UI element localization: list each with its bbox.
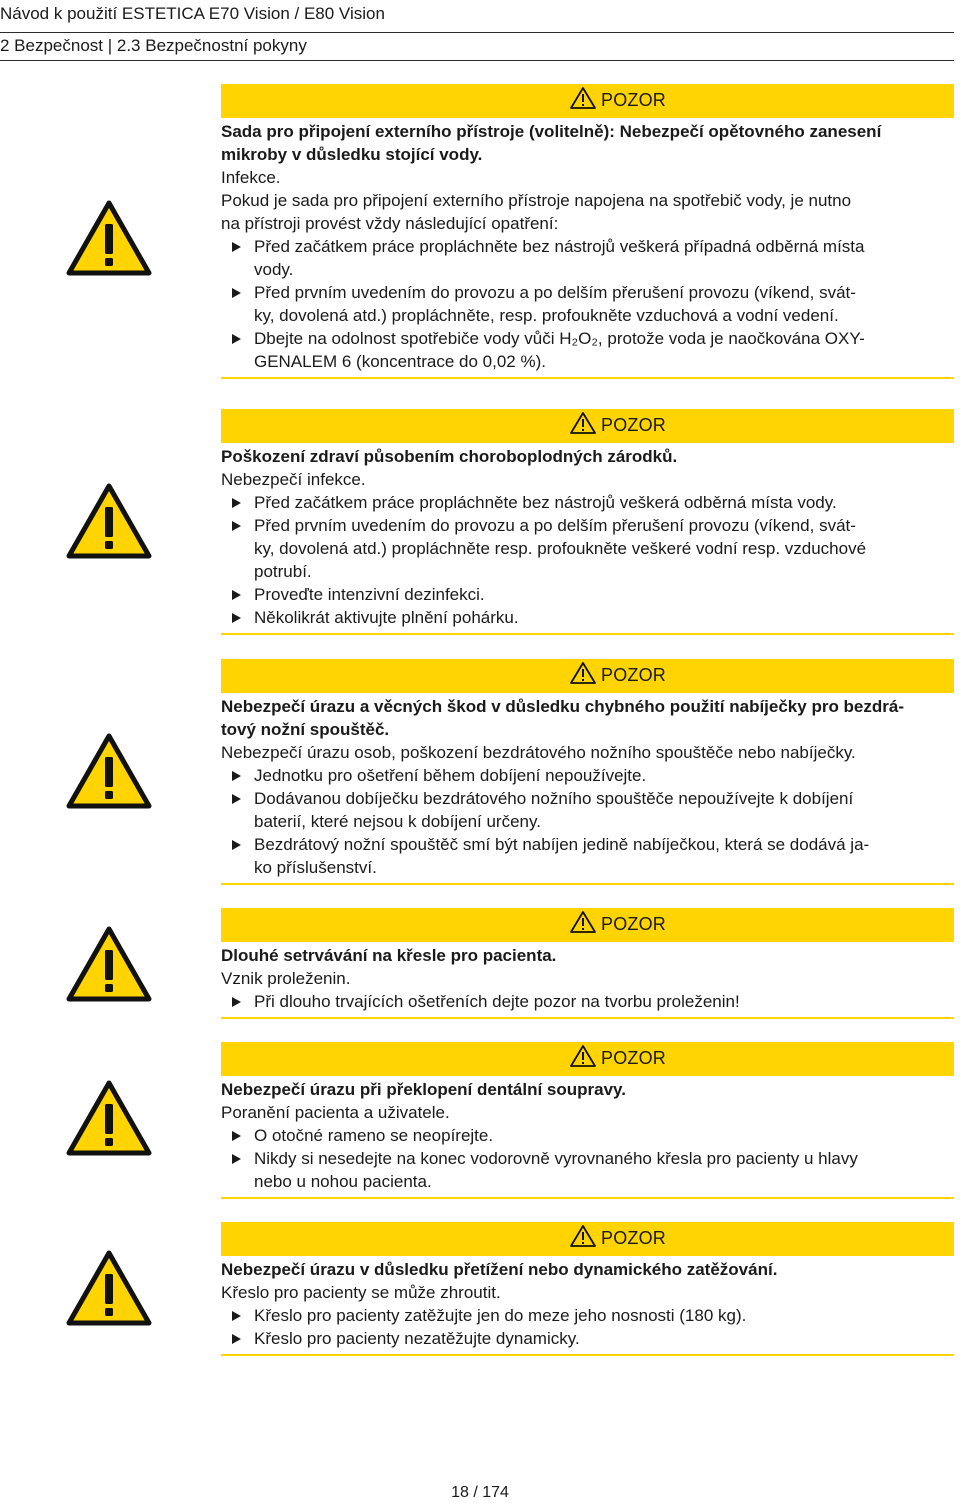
action-item-text: GENALEM 6 (koncentrace do 0,02 %). (254, 352, 546, 371)
warning-bottom-rule (221, 1197, 954, 1199)
warning-consequence: Vznik proleženin. (221, 969, 351, 988)
bullet-triangle-icon (232, 613, 241, 623)
header-rule-bottom (0, 60, 954, 61)
banner-label: POZOR (600, 415, 666, 435)
warning-bottom-rule (221, 1354, 954, 1356)
warning-triangle-icon (66, 200, 152, 276)
action-item (221, 1124, 954, 1147)
warning-title: Dlouhé setrvávání na křesle pro pacienta. (221, 946, 557, 965)
warning-banner (221, 1222, 954, 1256)
action-item-text: ky, dovolená atd.) propláchněte resp. profoukněte veškeré vodní resp. vzduchové (254, 539, 867, 558)
action-item-text: Nikdy si nesedejte na konec vodorovně vyrovnaného křesla pro pacienty u hlavy (254, 1149, 858, 1168)
bullet-triangle-icon (232, 771, 241, 781)
action-item-text: nebo u nohou pacienta. (254, 1172, 432, 1191)
action-item (221, 1327, 954, 1350)
warning-block (221, 1222, 954, 1356)
warning-block (221, 84, 954, 379)
warning-small-icon (569, 661, 601, 690)
bullet-triangle-icon (232, 590, 241, 600)
warning-banner (221, 409, 954, 443)
action-item (221, 990, 954, 1013)
action-item-text: ky, dovolená atd.) propláchněte, resp. profoukněte vzduchová a vodní vedení. (254, 306, 839, 325)
action-item (221, 281, 954, 327)
warning-triangle-icon (66, 1080, 152, 1156)
warning-title: mikroby v důsledku stojící vody. (221, 145, 483, 164)
warning-intro: na přístroji provést vždy následující opatření: (221, 214, 559, 233)
bullet-triangle-icon (232, 521, 241, 531)
bullet-triangle-icon (232, 1311, 241, 1321)
action-item (221, 833, 954, 879)
warning-title: Poškození zdraví působením choroboplodných zárodků. (221, 447, 678, 466)
warning-small-icon (569, 910, 601, 939)
warning-consequence: Poranění pacienta a uživatele. (221, 1103, 450, 1122)
action-item-text: Před začátkem práce propláchněte bez nástrojů veškerá odběrná místa vody. (254, 493, 837, 512)
warning-triangle-icon (66, 926, 152, 1002)
warning-bottom-rule (221, 883, 954, 885)
warning-banner (221, 1042, 954, 1076)
banner-label: POZOR (600, 914, 666, 934)
banner-label: POZOR (600, 90, 666, 110)
action-item-text: ko příslušenství. (254, 858, 377, 877)
action-item (221, 606, 954, 629)
action-item-text: Před začátkem práce propláchněte bez nástrojů veškerá případná odběrná místa (254, 237, 865, 256)
bullet-triangle-icon (232, 794, 241, 804)
warning-triangle-icon (66, 1250, 152, 1326)
action-item (221, 1147, 954, 1193)
bullet-triangle-icon (232, 288, 241, 298)
action-item-text: vody. (254, 260, 294, 279)
action-item (221, 1304, 954, 1327)
warning-triangle-icon (66, 733, 152, 809)
warning-block (221, 1042, 954, 1199)
warning-small-icon (569, 1044, 601, 1073)
action-item-text: Křeslo pro pacienty nezatěžujte dynamicky. (254, 1329, 580, 1348)
banner-label: POZOR (600, 1228, 666, 1248)
action-item (221, 787, 954, 833)
breadcrumb: 2 Bezpečnost | 2.3 Bezpečnostní pokyny (0, 36, 307, 55)
action-item (221, 764, 954, 787)
action-item-text: Křeslo pro pacienty zatěžujte jen do meze jeho nosnosti (180 kg). (254, 1306, 747, 1325)
warning-banner (221, 84, 954, 118)
bullet-triangle-icon (232, 1131, 241, 1141)
action-item-text: Bezdrátový nožní spouštěč smí být nabíjen jedině nabíječkou, která se dodává ja- (254, 835, 870, 854)
warning-consequence: Nebezpečí úrazu osob, poškození bezdrátového nožního spouštěče nebo nabíječky. (221, 743, 856, 762)
action-item-text: Při dlouho trvajících ošetřeních dejte pozor na tvorbu proleženin! (254, 992, 740, 1011)
warning-banner (221, 659, 954, 693)
warning-block (221, 659, 954, 885)
bullet-triangle-icon (232, 242, 241, 252)
action-item-text: Proveďte intenzivní dezinfekci. (254, 585, 485, 604)
action-item-text: Dodávanou dobíječku bezdrátového nožního spouštěče nepoužívejte k dobíjení (254, 789, 854, 808)
warning-block (221, 908, 954, 1019)
warning-triangle-icon (66, 483, 152, 559)
action-item-text: Několikrát aktivujte plnění pohárku. (254, 608, 519, 627)
warning-consequence: Nebezpečí infekce. (221, 470, 366, 489)
bullet-triangle-icon (232, 1154, 241, 1164)
action-item-text: Před prvním uvedením do provozu a po delším přerušení provozu (víkend, svát- (254, 516, 856, 535)
action-item-text: potrubí. (254, 562, 312, 581)
action-item (221, 491, 954, 514)
warning-intro: Pokud je sada pro připojení externího přístroje napojena na spotřebič vody, je nutno (221, 191, 852, 210)
warning-bottom-rule (221, 377, 954, 379)
bullet-triangle-icon (232, 840, 241, 850)
warning-consequence: Křeslo pro pacienty se může zhroutit. (221, 1283, 501, 1302)
bullet-triangle-icon (232, 997, 241, 1007)
action-item (221, 327, 954, 373)
action-item-text: Dbejte na odolnost spotřebiče vody vůči H₂O₂, protože voda je naočkována OXY- (254, 329, 865, 348)
banner-label: POZOR (600, 665, 666, 685)
page-number: 18 / 174 (451, 1484, 509, 1501)
header-title: Návod k použití ESTETICA E70 Vision / E80 Vision (0, 4, 385, 23)
banner-label: POZOR (600, 1048, 666, 1068)
warning-block (221, 409, 954, 635)
action-item (221, 514, 954, 583)
warning-small-icon (569, 411, 601, 440)
warning-small-icon (569, 1224, 601, 1253)
header-rule (0, 32, 954, 33)
action-item (221, 235, 954, 281)
bullet-triangle-icon (232, 1334, 241, 1344)
action-item (221, 583, 954, 606)
bullet-triangle-icon (232, 334, 241, 344)
action-item-text: baterií, které nejsou k dobíjení určeny. (254, 812, 541, 831)
warning-title: Nebezpečí úrazu v důsledku přetížení nebo dynamického zatěžování. (221, 1260, 778, 1279)
warning-title: Sada pro připojení externího přístroje (volitelně): Nebezpečí opětovného zanesení (221, 122, 882, 141)
action-item-text: Před prvním uvedením do provozu a po delším přerušení provozu (víkend, svát- (254, 283, 856, 302)
warning-title: Nebezpečí úrazu při překlopení dentální soupravy. (221, 1080, 626, 1099)
warning-consequence: Infekce. (221, 168, 281, 187)
warning-title: Nebezpečí úrazu a věcných škod v důsledku chybného použití nabíječky pro bezdrá- (221, 697, 905, 716)
action-item-text: Jednotku pro ošetření během dobíjení nepoužívejte. (254, 766, 647, 785)
bullet-triangle-icon (232, 498, 241, 508)
warning-title: tový nožní spouštěč. (221, 720, 390, 739)
warning-bottom-rule (221, 633, 954, 635)
action-item-text: O otočné rameno se neopírejte. (254, 1126, 494, 1145)
warning-small-icon (569, 86, 601, 115)
warning-bottom-rule (221, 1017, 954, 1019)
warning-banner (221, 908, 954, 942)
